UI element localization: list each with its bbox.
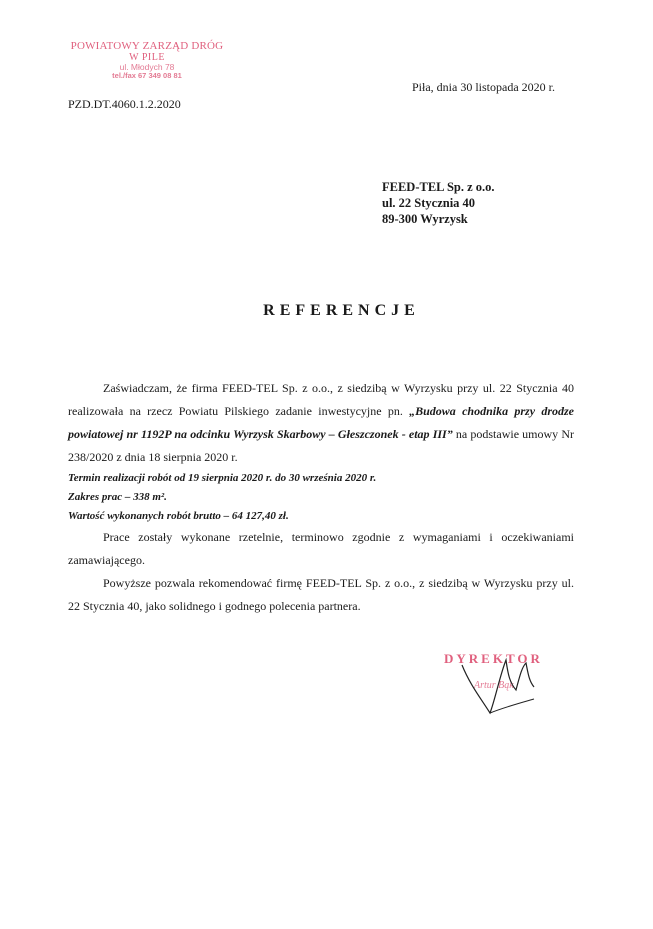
document-title: REFERENCJE [263,302,420,319]
paragraph-3: Powyższe pozwala rekomendować firmę FEED-TEL Sp. z o.o., z siedzibą w Wyrzysku przy ul. 22 Stycznia 40, jako solidnego i godnego polecenia partnera. [68,576,574,613]
stamp-line-2: W PILE [129,52,165,64]
stamp-line-3: ul. Młodych 78 [119,62,175,73]
signature-role: DYREKTOR [444,651,543,666]
office-stamp [62,40,232,81]
signature-name: Artur Bąk [474,680,514,691]
letter-body [68,377,574,618]
handwritten-signature-icon [430,645,590,725]
value-line: Wartość wykonanych robót brutto – 64 127,40 zł. [68,510,289,522]
date-line: Piła, dnia 30 listopada 2020 r. [412,80,555,94]
scope-line: Zakres prac – 338 m². [68,491,167,503]
recipient-line-1: FEED-TEL Sp. z o.o. [382,180,495,194]
reference-number: PZD.DT.4060.1.2.2020 [68,97,181,111]
paragraph-1 [68,377,574,469]
paragraph-2: Prace zostały wykonane rzetelnie, terminowo zgodnie z wymaganiami i oczekiwaniami zamawiającego. [68,530,574,567]
paragraph-1-text: Zaświadczam, że firma FEED-TEL Sp. z o.o., z siedzibą w Wyrzysku przy ul. 22 Stycznia 40 realizowała na rzecz Powiatu Pilskiego zadanie inwestycyjne pn. [68,381,574,418]
recipient-line-3: 89-300 Wyrzysk [382,212,468,226]
term-line: Termin realizacji robót od 19 sierpnia 2020 r. do 30 września 2020 r. [68,472,377,484]
recipient-line-2: ul. 22 Stycznia 40 [382,196,476,210]
paragraph-1-tail: na podstawie umowy Nr 238/2020 z dnia 18 sierpnia 2020 r. [68,427,574,464]
project-name: „Budowa chodnika przy drodze powiatowej nr 1192P na odcinku Wyrzysk Skarbowy – Głeszczonek - etap III” [68,404,574,441]
stamp-line-1: POWIATOWY ZARZĄD DRÓG [70,40,224,52]
stamp-line-4: tel./fax 67 349 08 81 [112,71,182,81]
recipient-address [382,179,495,227]
director-signature-stamp [430,645,590,725]
